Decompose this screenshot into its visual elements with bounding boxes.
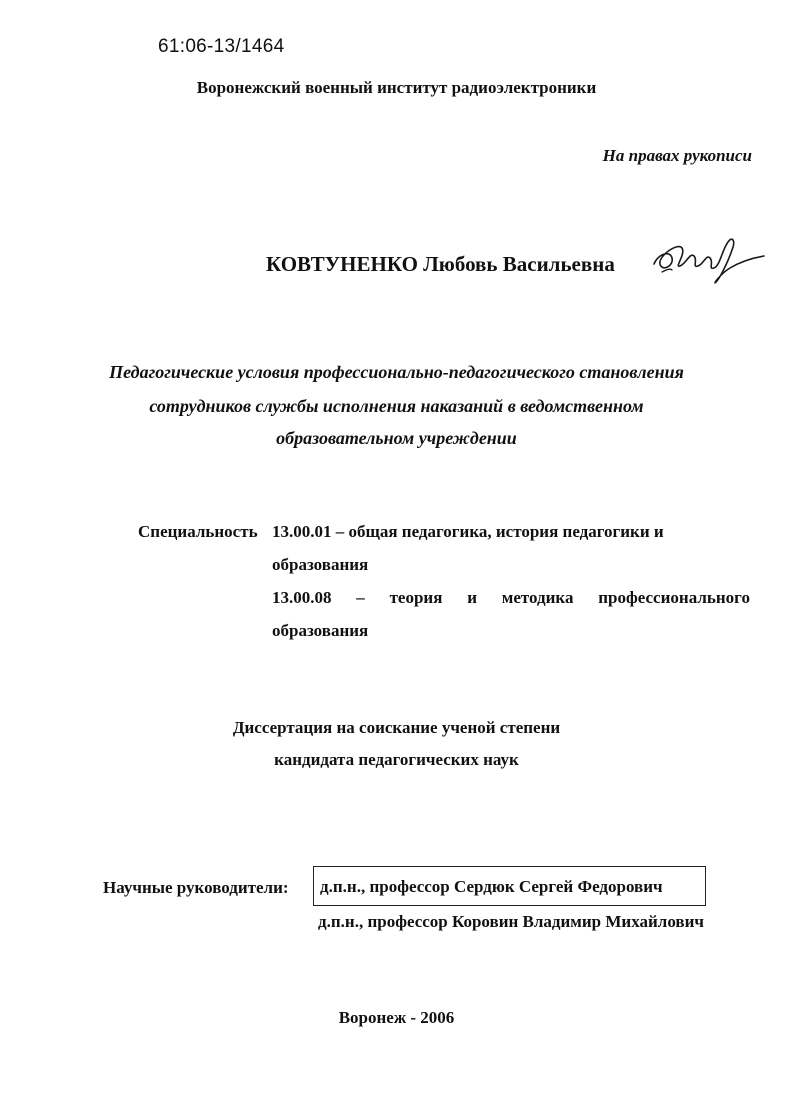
specialty-first-line-2: образования	[272, 555, 369, 574]
dissertation-line-1: Диссертация на соискание ученой степени	[232, 718, 561, 737]
specialty-first-line-1: 13.00.01 – общая педагогика, история педагогики и	[272, 522, 664, 541]
spec-word: и	[467, 588, 477, 607]
thesis-title-line-2: сотрудников службы исполнения наказаний в ведомственном	[149, 396, 644, 416]
dissertation-line-2: кандидата педагогических наук	[274, 750, 519, 769]
spec-word: методика	[501, 588, 574, 607]
advisors-label: Научные руководители:	[103, 878, 289, 897]
author-name: КОВТУНЕНКО Любовь Васильевна	[266, 252, 615, 276]
advisor-first: д.п.н., профессор Сердюк Сергей Федорович	[313, 866, 706, 906]
thesis-title-line-3: образовательном учреждении	[276, 428, 517, 448]
spec-word: –	[356, 588, 365, 607]
specialty-second-line-1	[272, 588, 750, 608]
specialty-second-line-2: образования	[272, 621, 369, 640]
specialty-label: Специальность	[138, 522, 258, 541]
archive-code: 61:06-13/1464	[158, 36, 285, 57]
spec-word: теория	[389, 588, 443, 607]
spec-word: 13.00.08	[272, 588, 332, 607]
institute-name: Воронежский военный институт радиоэлектроники	[196, 78, 597, 97]
advisor-second: д.п.н., профессор Коровин Владимир Михайлович	[318, 912, 704, 931]
handwritten-signature	[648, 228, 768, 288]
spec-word: профессионального	[598, 588, 750, 607]
rights-note: На правах рукописи	[602, 146, 752, 165]
thesis-title-line-1: Педагогические условия профессионально-педагогического становления	[109, 362, 684, 382]
city-year: Воронеж - 2006	[338, 1008, 455, 1027]
